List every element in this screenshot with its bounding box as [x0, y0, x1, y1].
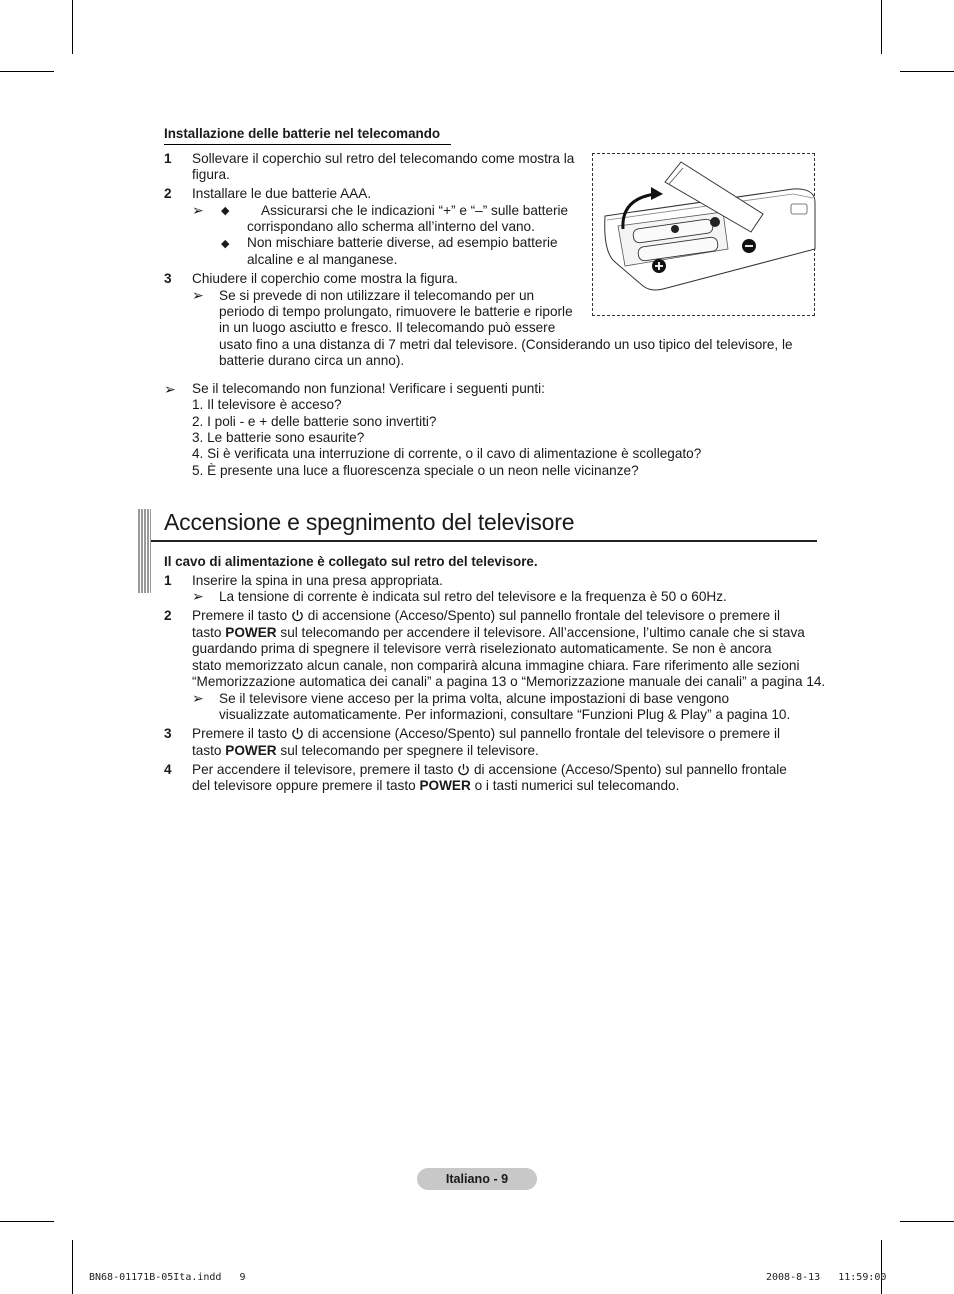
power-icon — [291, 727, 304, 740]
power-icon — [457, 763, 470, 776]
print-timestamp: 2008-8-13 11:59:00 — [766, 1272, 887, 1283]
section-title: Accensione e spegnimento del televisore — [164, 509, 575, 535]
step-text: figura. — [192, 167, 230, 182]
step-text — [192, 608, 780, 625]
trouble-item: 2. I poli - e + delle batterie sono invertiti? — [192, 414, 437, 429]
text-segment: Per accendere il televisore, premere il tasto — [192, 762, 454, 777]
trouble-item: 4. Si è verificata una interruzione di corrente, o il cavo di alimentazione è scollegato? — [192, 446, 702, 461]
note-text: in un luogo asciutto e fresco. Il telecomando può essere — [219, 320, 556, 335]
section-subtitle: Il cavo di alimentazione è collegato sul retro del televisore. — [164, 554, 538, 569]
arrow-icon: ➢ — [192, 202, 204, 218]
crop-mark — [900, 1221, 954, 1222]
power-keyword: POWER — [225, 625, 277, 640]
note-text: visualizzate automaticamente. Per informazioni, consultare “Funzioni Plug & Play” a pagina 10. — [219, 707, 791, 722]
text-segment: o i tasti numerici sul telecomando. — [474, 778, 680, 793]
crop-mark — [900, 71, 954, 72]
arrow-icon: ➢ — [192, 287, 204, 303]
arrow-icon: ➢ — [164, 381, 176, 397]
step-text: guardando prima di spegnere il televisore verrà riselezionato automaticamente. Se non è ancora — [192, 641, 772, 656]
step-number: 3 — [164, 726, 172, 741]
note-text: batterie durano circa un anno). — [219, 353, 405, 368]
bullet-icon: ◆ — [221, 205, 230, 217]
note-text: Se si prevede di non utilizzare il telecomando per un — [219, 288, 535, 303]
step-text: Sollevare il coperchio sul retro del telecomando come mostra la — [192, 151, 575, 166]
text-segment: tasto — [192, 625, 222, 640]
note-text: La tensione di corrente è indicata sul retro del televisore e la frequenza è 50 o 60Hz. — [219, 589, 727, 604]
text-segment: tasto — [192, 743, 222, 758]
step-text — [192, 778, 679, 795]
bullet-icon: ◆ — [221, 238, 230, 250]
crop-mark — [72, 0, 73, 54]
section-title-rule — [151, 540, 817, 542]
step-number: 1 — [164, 573, 172, 588]
step-number: 4 — [164, 762, 172, 777]
crop-mark — [881, 0, 882, 54]
step-number: 2 — [164, 186, 172, 201]
title-underline — [164, 144, 451, 145]
step-text: Installare le due batterie AAA. — [192, 186, 372, 201]
step-text: Chiudere il coperchio come mostra la figura. — [192, 271, 458, 286]
step-text — [192, 743, 539, 760]
arrow-icon: ➢ — [192, 690, 204, 706]
battery-section-title: Installazione delle batterie nel telecomando — [164, 126, 441, 141]
step-text — [192, 726, 780, 743]
trouble-item: 5. È presente una luce a fluorescenza speciale o un neon nelle vicinanze? — [192, 463, 639, 478]
power-icon — [291, 609, 304, 622]
text-segment: del televisore oppure premere il tasto — [192, 778, 416, 793]
page-number-badge: Italiano - 9 — [417, 1168, 537, 1190]
power-keyword: POWER — [419, 778, 471, 793]
step-text: “Memorizzazione automatica dei canali” a pagina 13 o “Memorizzazione manuale dei canali” a pagina 14. — [192, 674, 826, 689]
step-text: stato memorizzato alcun canale, non comparirà alcuna immagine chiara. Fare riferimento alle sezioni — [192, 658, 800, 673]
trouble-item: 1. Il televisore è acceso? — [192, 397, 342, 412]
bullet-text: Assicurarsi che le indicazioni “+” e “–” sulle batterie — [261, 203, 569, 218]
text-segment: di accensione (Acceso/Spento) sul pannello frontale del televisore o premere il — [307, 726, 781, 741]
step-text: Inserire la spina in una presa appropriata. — [192, 573, 443, 588]
crop-mark — [881, 1240, 882, 1294]
remote-drawing — [593, 154, 816, 317]
text-segment: Premere il tasto — [192, 608, 288, 623]
step-number: 3 — [164, 271, 172, 286]
bullet-text: alcaline e al manganese. — [247, 252, 398, 267]
bullet-text: Non mischiare batterie diverse, ad esempio batterie — [247, 235, 558, 250]
note-text: usato fino a una distanza di 7 metri dal televisore. (Considerando un uso tipico del televisore, le — [219, 337, 793, 352]
power-keyword: POWER — [225, 743, 277, 758]
note-text: periodo di tempo prolungato, rimuovere le batterie e riporle — [219, 304, 573, 319]
text-segment: Premere il tasto — [192, 726, 288, 741]
arrow-icon: ➢ — [192, 588, 204, 604]
text-segment: sul telecomando per accendere il televisore. All’accensione, l’ultimo canale che si stava — [280, 625, 805, 640]
crop-mark — [0, 1221, 54, 1222]
text-segment: sul telecomando per spegnere il televisore. — [280, 743, 539, 758]
trouble-item: 3. Le batterie sono esaurite? — [192, 430, 365, 445]
section-marker-bar — [138, 509, 151, 593]
crop-mark — [0, 71, 54, 72]
crop-mark — [72, 1240, 73, 1294]
trouble-text: Se il telecomando non funziona! Verificare i seguenti punti: — [192, 381, 545, 396]
step-number: 1 — [164, 151, 172, 166]
bullet-text: corrispondano allo scherma all’interno del vano. — [247, 219, 535, 234]
remote-battery-illustration — [592, 153, 815, 316]
note-text: Se il televisore viene acceso per la prima volta, alcune impostazioni di base vengono — [219, 691, 730, 706]
text-segment: di accensione (Acceso/Spento) sul pannello frontale — [473, 762, 787, 777]
step-number: 2 — [164, 608, 172, 623]
file-name: BN68-01171B-05Ita.indd 9 — [89, 1272, 246, 1283]
step-text — [192, 762, 787, 779]
step-text — [192, 625, 805, 642]
text-segment: di accensione (Acceso/Spento) sul pannello frontale del televisore o premere il — [307, 608, 781, 623]
